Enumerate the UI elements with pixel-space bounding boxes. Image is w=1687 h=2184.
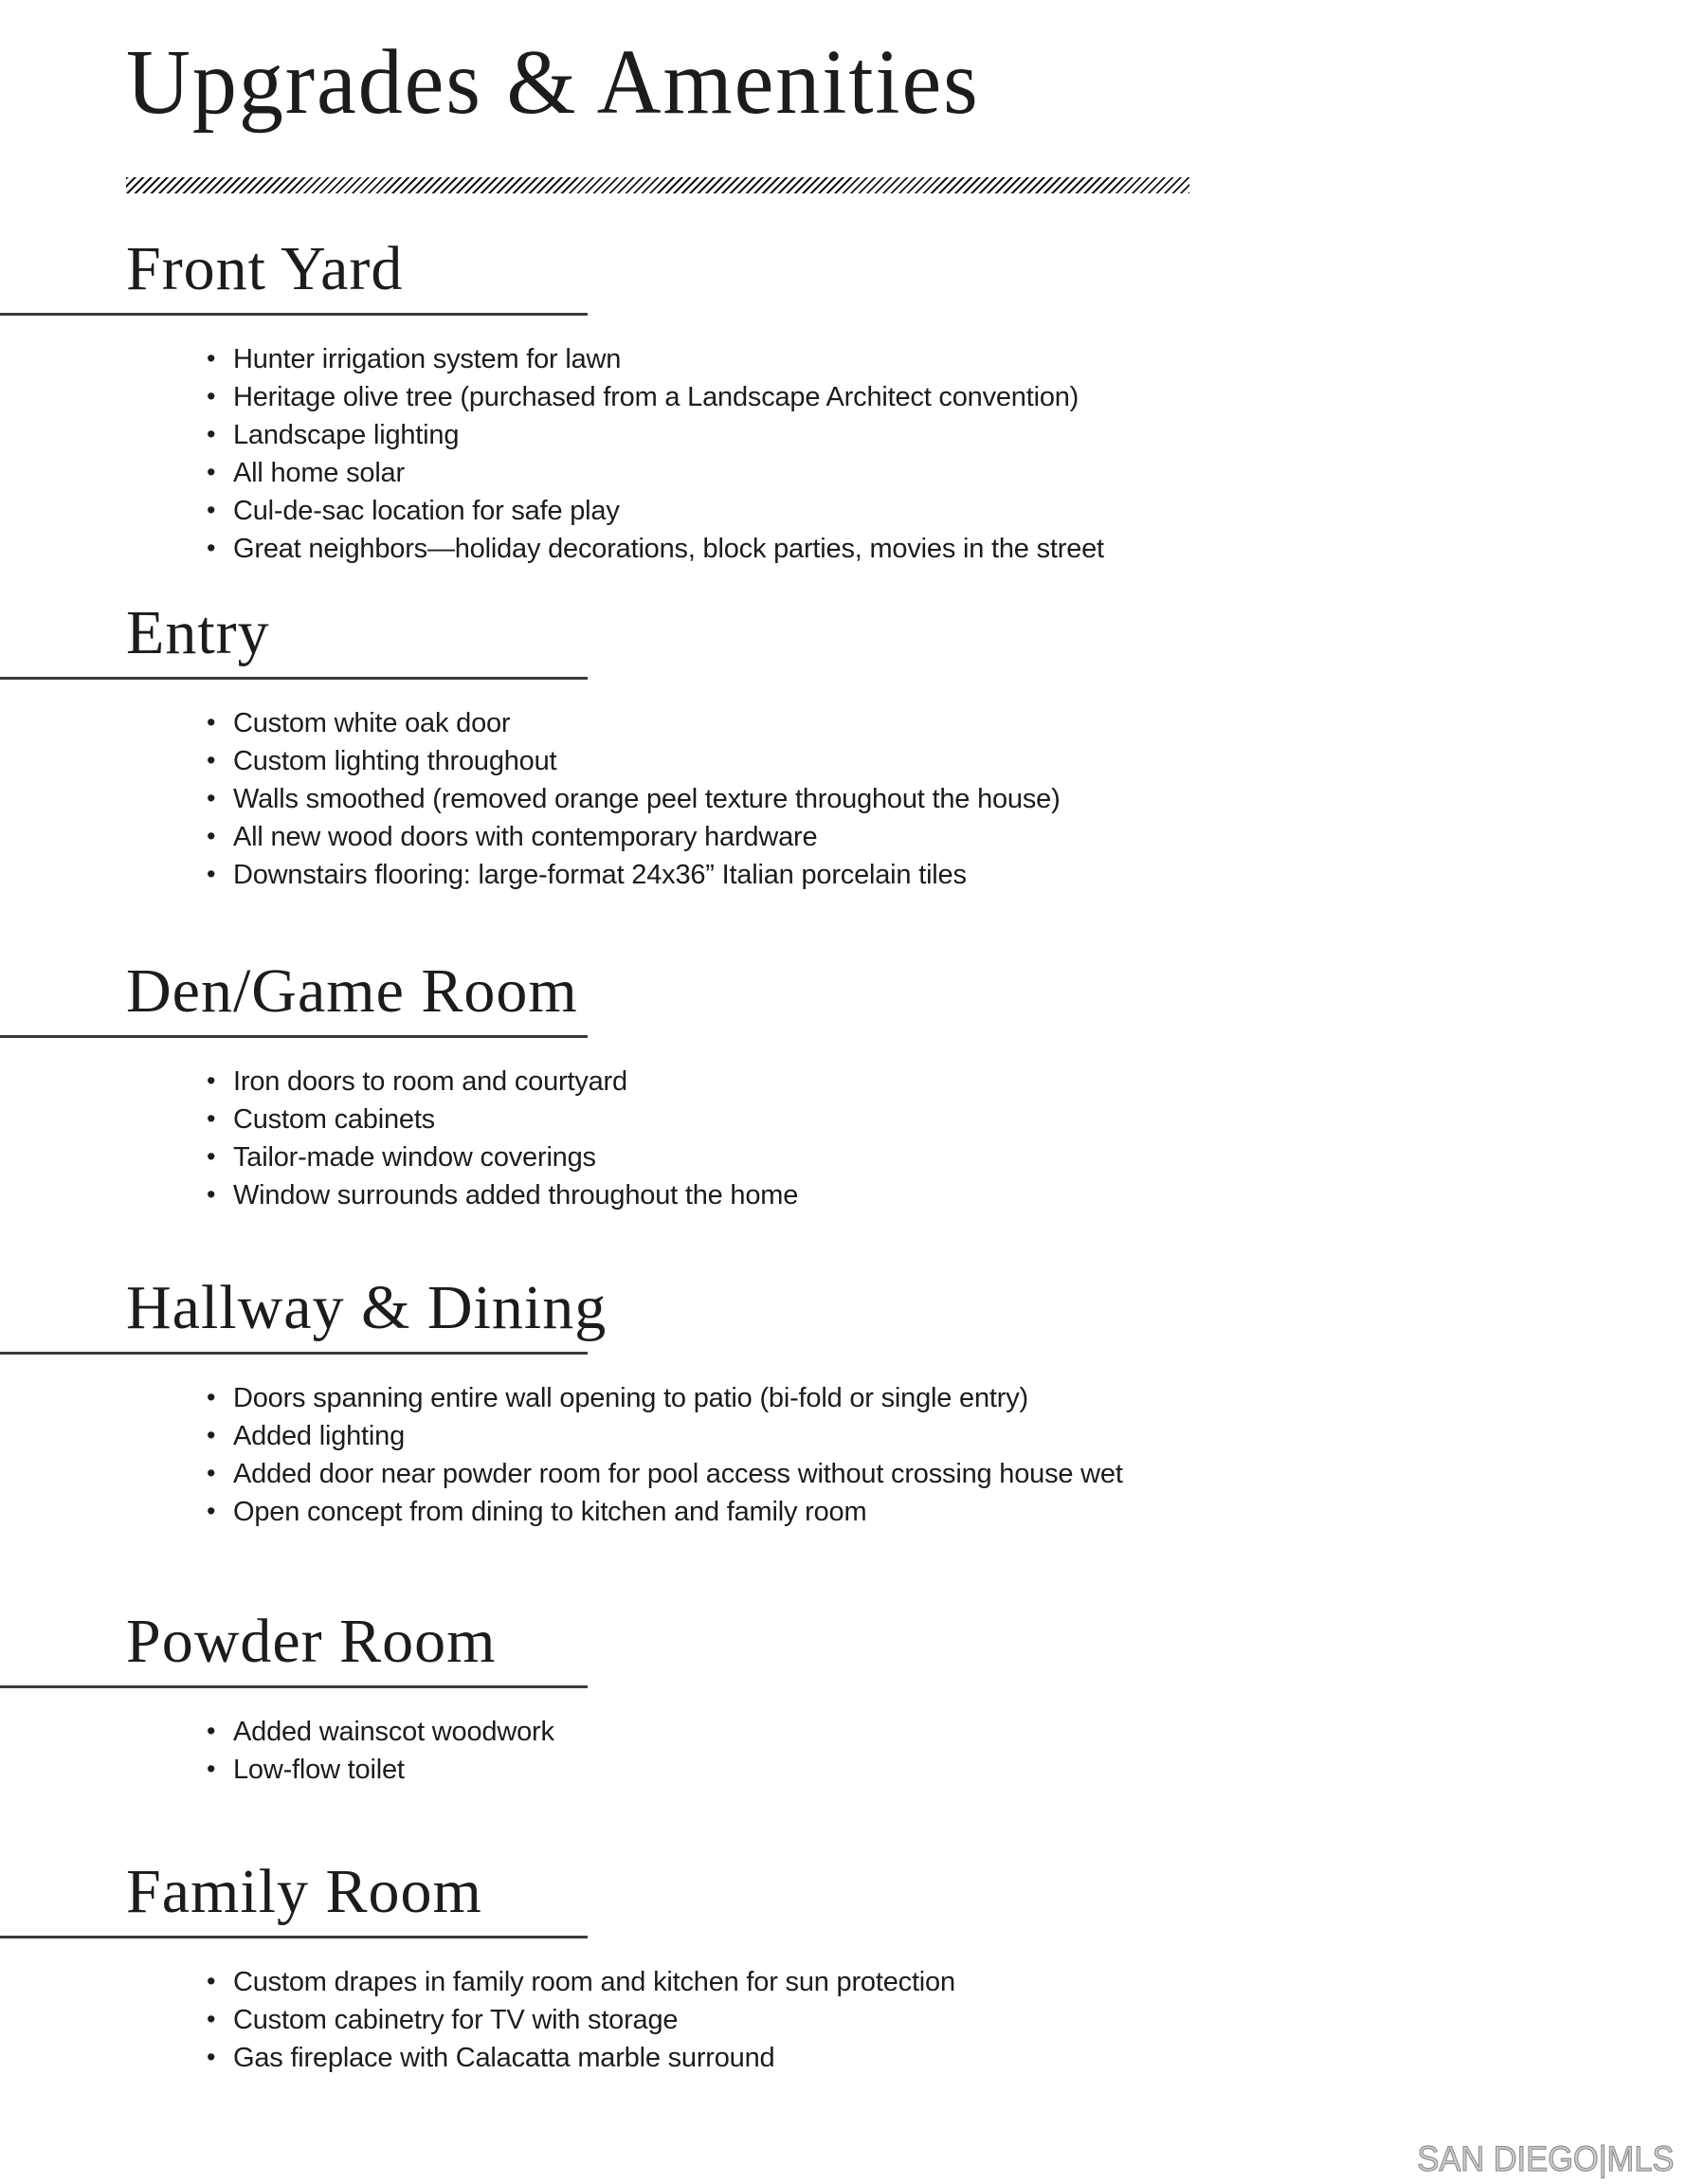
list-item [205, 742, 1687, 780]
list-item [205, 856, 1687, 894]
list-item [205, 1101, 1687, 1138]
section-heading: Front Yard [126, 234, 404, 303]
list-item [205, 1713, 1687, 1751]
list-item [205, 780, 1687, 818]
amenity-list [205, 1063, 1687, 1214]
list-item-text: Custom cabinets [233, 1104, 435, 1135]
section-underline [0, 1035, 588, 1038]
list-item-text: Iron doors to room and courtyard [233, 1066, 627, 1097]
list-item-text: All new wood doors with contemporary hardware [233, 822, 818, 852]
list-item [205, 530, 1687, 568]
section-underline [0, 313, 588, 316]
list-item [205, 1417, 1687, 1455]
section-heading: Entry [126, 598, 270, 667]
list-item-text: Custom lighting throughout [233, 746, 557, 776]
section-entry [0, 598, 1687, 894]
list-item-text: Doors spanning entire wall opening to patio (bi-fold or single entry) [233, 1383, 1028, 1413]
list-item-text: Custom cabinetry for TV with storage [233, 2005, 679, 2035]
list-item-text: Added door near powder room for pool access without crossing house wet [233, 1459, 1123, 1489]
list-item [205, 340, 1687, 378]
list-item-text: Landscape lighting [233, 420, 460, 450]
list-item [205, 492, 1687, 530]
section-heading: Hallway & Dining [126, 1273, 608, 1342]
list-item [205, 454, 1687, 492]
list-item [205, 1455, 1687, 1493]
decorative-hatch-divider [126, 177, 1189, 193]
section-heading: Family Room [126, 1857, 482, 1926]
section-heading: Powder Room [126, 1607, 497, 1676]
section-den-game-room [0, 956, 1687, 1214]
list-item-text: Downstairs flooring: large-format 24x36” Italian porcelain tiles [233, 860, 967, 890]
section-underline [0, 677, 588, 680]
list-item-text: Cul-de-sac location for safe play [233, 496, 620, 526]
list-item-text: Walls smoothed (removed orange peel texture throughout the house) [233, 784, 1061, 814]
list-item [205, 1379, 1687, 1417]
list-item [205, 1963, 1687, 2001]
section-front-yard [0, 234, 1687, 568]
list-item-text: Heritage olive tree (purchased from a Landscape Architect convention) [233, 382, 1079, 412]
list-item [205, 818, 1687, 856]
list-item [205, 416, 1687, 454]
amenity-list [205, 1713, 1687, 1789]
amenity-list [205, 1963, 1687, 2077]
list-item-text: Window surrounds added throughout the home [233, 1180, 799, 1210]
section-powder-room [0, 1607, 1687, 1789]
list-item-text: Tailor-made window coverings [233, 1142, 596, 1173]
list-item [205, 378, 1687, 416]
list-item [205, 2039, 1687, 2077]
list-item [205, 704, 1687, 742]
list-item [205, 1138, 1687, 1176]
list-item-text: Added lighting [233, 1421, 406, 1451]
list-item-text: Added wainscot woodwork [233, 1717, 554, 1747]
amenity-list [205, 340, 1687, 568]
section-hallway-dining [0, 1273, 1687, 1531]
page-title: Upgrades & Amenities [126, 31, 980, 134]
amenity-list [205, 1379, 1687, 1531]
san-diego-mls-logo: SAN DIEGO|MLS [1417, 2139, 1674, 2178]
section-family-room [0, 1857, 1687, 2077]
list-item-text: Custom white oak door [233, 708, 511, 738]
list-item-text: All home solar [233, 458, 405, 488]
section-underline [0, 1936, 588, 1938]
section-underline [0, 1352, 588, 1355]
list-item [205, 2001, 1687, 2039]
list-item-text: Great neighbors—holiday decorations, block parties, movies in the street [233, 534, 1104, 564]
list-item [205, 1751, 1687, 1789]
list-item-text: Low-flow toilet [233, 1755, 405, 1785]
section-heading: Den/Game Room [126, 956, 578, 1026]
list-item [205, 1493, 1687, 1531]
list-item [205, 1063, 1687, 1101]
list-item-text: Custom drapes in family room and kitchen for sun protection [233, 1967, 955, 1997]
list-item-text: Hunter irrigation system for lawn [233, 344, 622, 374]
amenity-list [205, 704, 1687, 894]
section-underline [0, 1685, 588, 1688]
list-item-text: Open concept from dining to kitchen and family room [233, 1497, 867, 1527]
list-item [205, 1176, 1687, 1214]
list-item-text: Gas fireplace with Calacatta marble surround [233, 2043, 775, 2073]
